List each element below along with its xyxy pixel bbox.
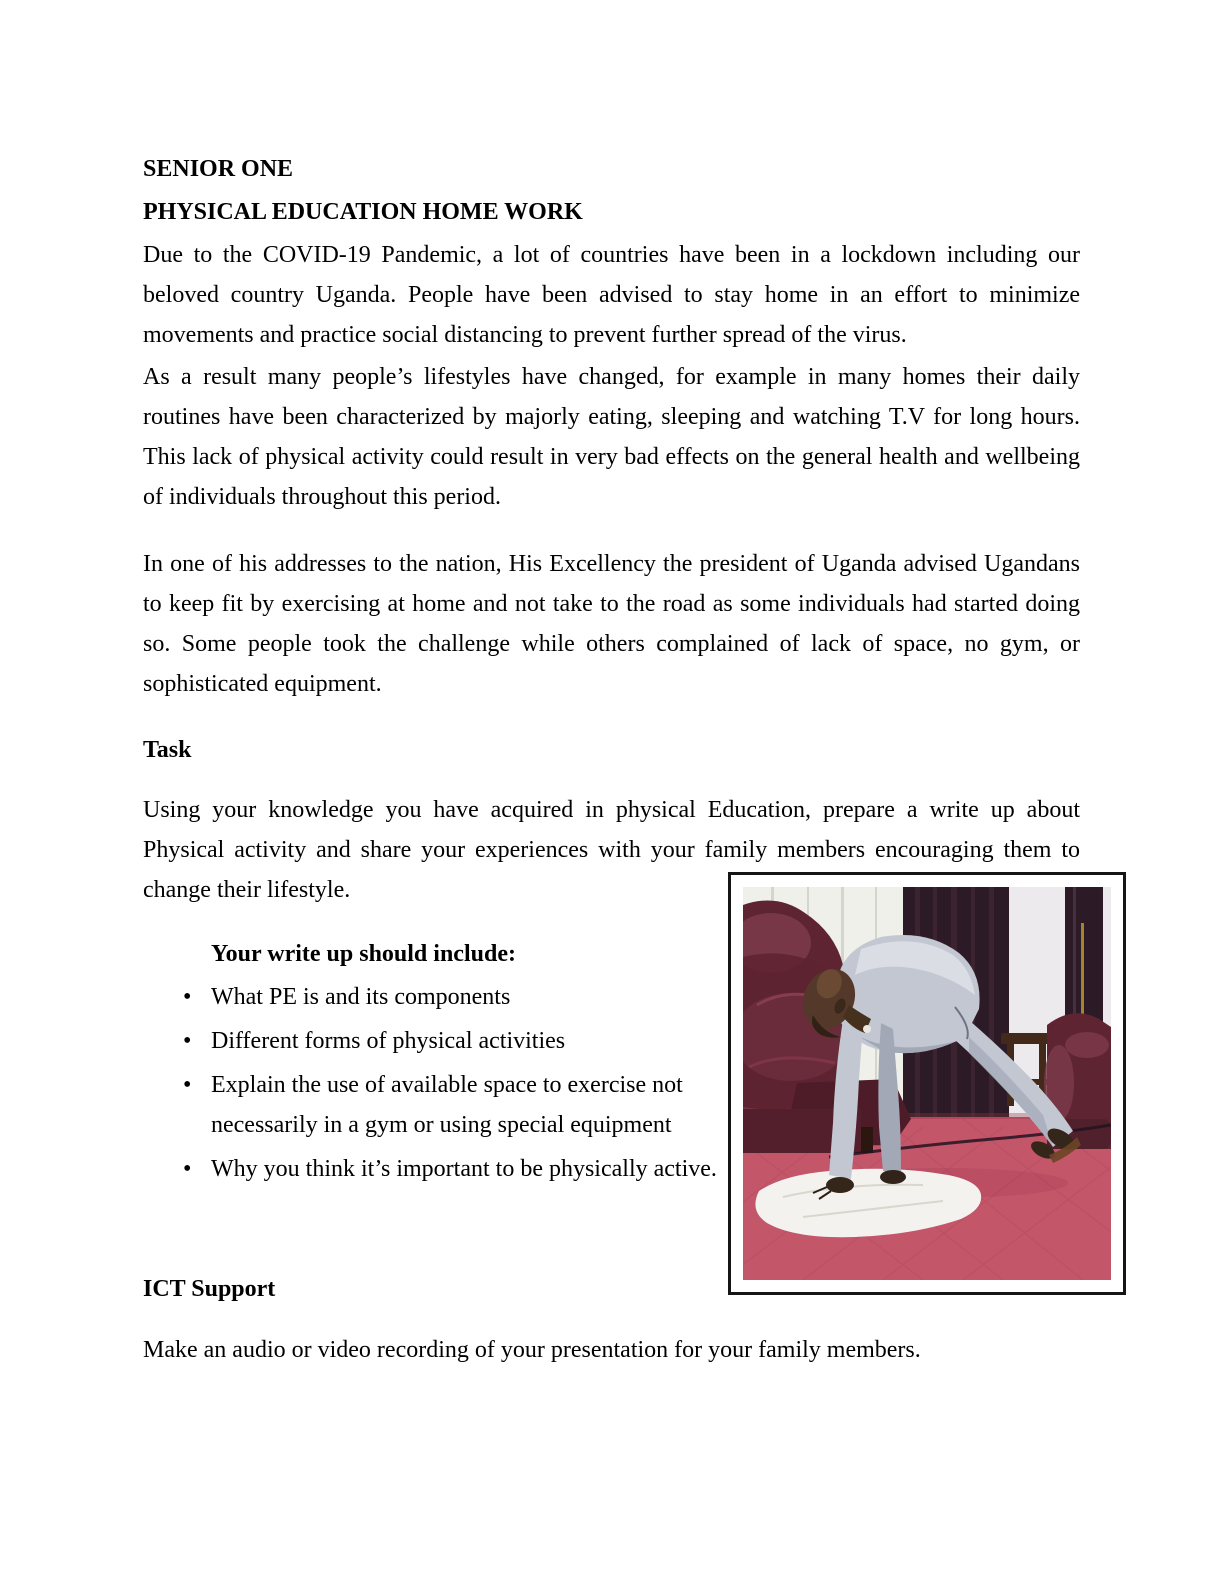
pushup-photo-illustration [743, 887, 1111, 1280]
heading-senior-one: SENIOR ONE [143, 156, 294, 182]
paragraph-task: Using your knowledge you have acquired in physical Education, prepare a write up about Physical activity and share your experiences with your family members encouraging them to change their lifestyle. [143, 797, 1080, 903]
paragraph-covid-intro: Due to the COVID-19 Pandemic, a lot of countries have been in a lockdown including our beloved country Uganda. People have been advised to stay home in an effort to minimize movements and practice social distancing to prevent further spread of the virus. [143, 242, 1080, 348]
bullet-pe-components: • What PE is and its components [143, 977, 728, 1017]
photo-man-far-hand [880, 1170, 906, 1184]
paragraph-ict-support: Make an audio or video recording of your presentation for your family members. [143, 1337, 921, 1363]
paragraph-lifestyle-change: As a result many people’s lifestyles have changed, for example in many homes their daily routines have been characterized by majorly eating, sleeping and watching T.V for long hours. This lack of physical activity could result in very bad effects on the general health and wellbeing of individuals throughout this period. [143, 364, 1080, 510]
heading-writeup-include: Your write up should include: [211, 941, 516, 967]
bullet-available-space: • Explain the use of available space to exercise not necessarily in a gym or using special equipment [143, 1065, 728, 1145]
exercise-photo [728, 872, 1126, 1295]
paragraph-president-address: In one of his addresses to the nation, His Excellency the president of Uganda advised Ugandans to keep fit by exercising at home and not take to the road as some individuals had started doing so. Some people took the challenge while others complained of lack of space, no gym, or sophisticated equipment. [143, 551, 1080, 697]
writeup-bullet-list [143, 977, 728, 1189]
heading-ict-support: ICT Support [143, 1276, 276, 1302]
heading-pe-homework: PHYSICAL EDUCATION HOME WORK [143, 199, 583, 225]
bullet-why-active: • Why you think it’s important to be physically active. [143, 1149, 728, 1189]
photo-man-collar [863, 1025, 871, 1033]
bullet-forms-of-activity: • Different forms of physical activities [143, 1021, 728, 1061]
heading-task: Task [143, 737, 192, 763]
